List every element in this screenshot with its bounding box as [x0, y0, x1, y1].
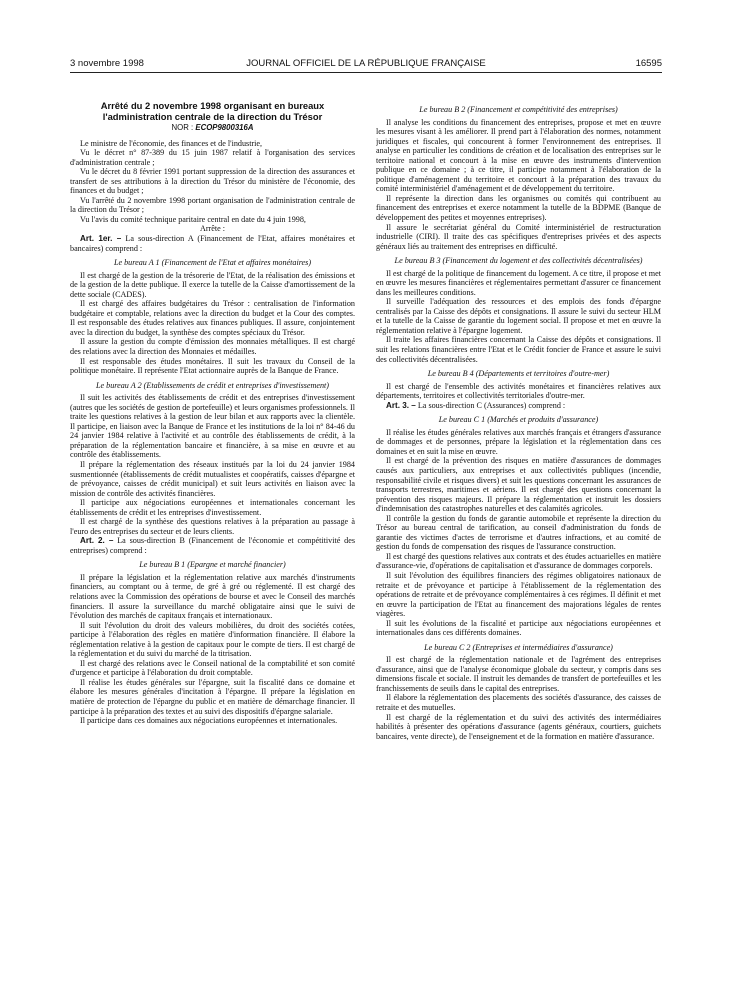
- body-paragraph: Il est chargé des relations avec le Conseil national de la comptabilité et son comité d'urgence et participe à l'élaboration du droit comptable.: [70, 658, 355, 678]
- nor-reference: [70, 123, 355, 133]
- decree-title-line-2: l'administration centrale de la direction du Trésor: [102, 111, 323, 122]
- body-paragraph: Il assure la gestion du compte d'émission des monnaies métalliques. Il est chargé des relations avec la direction des Monnaies et médailles.: [70, 337, 355, 356]
- nor-code: ECOP9800316A: [195, 123, 254, 132]
- left-column: [70, 100, 355, 970]
- bureau-heading: Le bureau A 1 (Financement de l'Etat et affaires monétaires): [113, 258, 312, 268]
- bureau-heading: Le bureau B 4 (Départements et territoires d'outre-mer): [427, 369, 610, 379]
- header-date: 3 novembre 1998: [70, 58, 144, 69]
- body-paragraph: Vu l'arrêté du 2 novembre 1998 portant organisation de l'administration centrale de la direction du Trésor ;: [70, 195, 355, 215]
- article-text: La sous-direction B (Financement de l'économie et compétitivité des entreprises) comprend :: [70, 536, 355, 555]
- bureau-heading: Le bureau C 2 (Entreprises et intermédiaires d'assurance): [424, 642, 613, 652]
- article-paragraph: [376, 401, 661, 411]
- header-journal-title: JOURNAL OFFICIEL DE LA RÉPUBLIQUE FRANÇAISE: [246, 58, 486, 69]
- article-label: Art. 2. –: [80, 536, 114, 546]
- body-paragraph: Il prépare la législation et la réglementation relative aux marchés d'instruments financiers, au comptant ou à terme, de gré à gré ou réglementé. Il est chargé des relations avec la Commission des opérations de bourse et avec le Conseil des marchés financiers. Il assure la surveillance du marché obligataire ainsi que le suivi de l'évolution des marchés de capitaux français et internationaux.: [70, 572, 355, 621]
- body-paragraph: Il est chargé de la politique de financement du logement. A ce titre, il propose et met en œuvre les mesures financières et réglementaires permettant d'assurer ce financement dans les meilleures conditions.: [376, 268, 661, 297]
- body-paragraph: Il est chargé de la synthèse des questions relatives à la préparation au passage à l'euro des entreprises du secteur et de leurs clients.: [70, 517, 355, 536]
- body-paragraph: Vu l'avis du comité technique paritaire central en date du 4 juin 1998,: [80, 214, 306, 224]
- bureau-heading: Le bureau C 1 (Marchés et produits d'assurance): [438, 415, 599, 425]
- decree-title-line-1: Arrêté du 2 novembre 1998 organisant en bureaux: [100, 100, 325, 111]
- body-paragraph: Il suit l'évolution des équilibres financiers des régimes obligatoires nationaux de retraite et de prévoyance et participe à l'établissement de la réglementation des opérations de retraite et de prévoyance complémentaires à ces régimes. Il définit et met en œuvre la participation de l'Etat au financement des majorations légales de rentes viagères.: [376, 570, 661, 619]
- body-paragraph: Il est chargé de l'ensemble des activités monétaires et financières relatives aux départements, territoires et collectivités territoriales d'outre-mer.: [376, 381, 661, 401]
- body-paragraph: Il surveille l'adéquation des ressources et des emplois des fonds d'épargne centralisés par la Caisse des dépôts et consignations. Il assure le suivi du secteur HLM et la tutelle de la Caisse de garantie du logement social. Il propose et met en œuvre la réglementation relative à l'épargne logement.: [376, 297, 661, 335]
- bureau-heading: Le bureau B 3 (Financement du logement et des collectivités décentralisées): [394, 256, 643, 266]
- body-paragraph: Il élabore la réglementation des placements des sociétés d'assurance, des caisses de retraite et des mutuelles.: [376, 693, 661, 713]
- body-paragraph: Il assure le secrétariat général du Comité interministériel de restructuration industrielle (CIRI). Il traite des cas spécifiques d'entreprises privées et des aspects généraux liés au traitement des entreprises en difficulté.: [376, 222, 661, 251]
- body-paragraph: Le ministre de l'économie, des finances et de l'industrie,: [80, 138, 263, 148]
- body-paragraph: Il participe aux négociations européennes et internationales concernant les établissements de crédit et les entreprises d'investissement.: [70, 498, 355, 517]
- article-text: La sous-direction C (Assurances) comprend :: [417, 400, 566, 410]
- right-column-body: [376, 105, 661, 741]
- body-paragraph: Il est chargé de la prévention des risques en matière d'assurances de dommages causés aux particuliers, aux entreprises et aux collectivités publiques (incendie, responsabilité civile et risques divers) et suit les questions concernant les assurances de transports terrestres, maritimes et aériens. Il est chargé des questions concernant la prévention des risques majeurs. Il prépare la réglementation et instruit les dossiers d'indemnisation des catastrophes naturelles et des calamités agricoles.: [376, 456, 661, 514]
- body-paragraph: Il participe dans ces domaines aux négociations européennes et internationales.: [80, 716, 338, 726]
- bureau-heading: Le bureau B 1 (Epargne et marché financier): [139, 560, 286, 570]
- body-paragraph: Il est chargé de la gestion de la trésorerie de l'Etat, de la réalisation des émissions et de la gestion de la dette publique. Il exerce la tutelle de la Caisse d'amortissement de la dette sociale (CADES).: [70, 270, 355, 299]
- body-paragraph: Il suit les évolutions de la fiscalité et participe aux négociations européennes et internationales dans ces différents domaines.: [376, 618, 661, 638]
- body-paragraph: Il est chargé des questions relatives aux contrats et des études actuarielles en matière d'assurance-vie, d'opérations de capitalisation et d'assurance de dommages corporels.: [376, 551, 661, 571]
- article-text: La sous-direction A (Financement de l'Etat, affaires monétaires et bancaires) comprend :: [70, 234, 355, 253]
- body-paragraph: Il représente la direction dans les organismes ou comités qui contribuent au financement des entreprises et exerce notamment la tutelle de la BDPME (Banque de développement des petites et moyennes entreprises).: [376, 193, 661, 222]
- left-column-body: [70, 139, 355, 726]
- body-paragraph: Il suit l'évolution du droit des valeurs mobilières, du droit des sociétés cotées, participe à l'élaboration des règles en matière d'information financière. Il élabore la réglementation relative à la gestion de capitaux pour le compte de tiers. Il est chargé de la réglementation et du suivi du marché de la titrisation.: [70, 620, 355, 659]
- body-paragraph: Il est chargé des affaires budgétaires du Trésor : centralisation de l'information budgétaire et comptable, relations avec la direction du budget et la Cour des comptes. Il est responsable des études relatives aux finances publiques. Il assure, conjointement avec la direction du budget, la synthèse des comptes spéciaux du Trésor.: [70, 299, 355, 337]
- body-paragraph: Il réalise les études générales relatives aux marchés français et étrangers d'assurance de dommages et de personnes, prépare la législation et la réglementation dans ces domaines et en suit la mise en œuvre.: [376, 427, 661, 456]
- running-header: [70, 58, 662, 73]
- body-paragraph: Il est chargé de la réglementation et du suivi des activités des intermédiaires habilités à présenter des opérations d'assurance (agents généraux, courtiers, guichets bancaires, vente directe), de l'enseignement et de la formation en matière d'assurance.: [376, 712, 661, 741]
- article-paragraph: [70, 234, 355, 253]
- body-paragraph: Vu le décret du 8 février 1991 portant suppression de la direction des assurances et transfert de ses attributions à la direction du Trésor du ministère de l'économie, des finances et du budget ;: [70, 167, 355, 196]
- header-page-number: 16595: [635, 58, 662, 69]
- nor-label: NOR :: [171, 123, 194, 132]
- body-paragraph: Il contrôle la gestion du fonds de garantie automobile et représente la direction du Trésor au bureau central de tarification, au conseil d'administration du fonds de garantie des victimes d'actes de terrorisme et d'autres infractions, et au comité de gestion du fonds de compensation des risques de l'assurance construction.: [376, 513, 661, 552]
- body-paragraph: Il est chargé de la réglementation nationale et de l'agrément des entreprises d'assurance, ainsi que de l'analyse économique globale du secteur, y compris dans ses dimensions fiscale et sociale. Il instruit les demandes de transfert de portefeuilles et les franchissements de seuils dans le capital des entreprises.: [376, 655, 661, 693]
- body-paragraph: Il suit les activités des établissements de crédit et des entreprises d'investissement (autres que les sociétés de gestion de portefeuille) et leurs organismes professionnels. Il traite les questions relatives à la gestion de leur bilan et aux rapports avec la clientèle. Il participe, en liaison avec la Banque de France et les institutions de la loi n° 84-46 du 24 janvier 1984 relative à l'activité et au contrôle des établissements de crédit, à la préparation de la réglementation bancaire et financière, à sa mise en œuvre et au contrôle des établissements.: [70, 393, 355, 460]
- body-paragraph: Vu le décret n° 87-389 du 15 juin 1987 relatif à l'organisation des services d'administration centrale ;: [70, 148, 355, 167]
- body-paragraph: Il réalise les études générales sur l'épargne, suit la fiscalité dans ce domaine et élabore les mesures générales d'incitation à l'épargne. Il prépare la législation en matière de protection de l'épargne du public et en matière de démarchage financier. Il participe à la préparation des textes et au suivi des dispositifs d'épargne salariale.: [70, 677, 355, 716]
- article-paragraph: [70, 536, 355, 555]
- body-paragraph: Il prépare la réglementation des réseaux institués par la loi du 24 janvier 1984 susmentionnée (établissements de crédit mutualistes et coopératifs, caisses d'épargne et de prévoyance, caisses de crédit municipal) et suit leurs activités en liaison avec la mission de contrôle des activités financières.: [70, 459, 355, 498]
- article-label: Art. 3. –: [386, 400, 416, 410]
- bureau-heading: Le bureau A 2 (Etablissements de crédit et entreprises d'investissement): [95, 380, 330, 390]
- body-paragraph: Il analyse les conditions du financement des entreprises, propose et met en œuvre les mesures visant à les améliorer. Il prend part à l'élaboration des normes, notamment juridiques et fiscales, qui concourent à former l'environnement des entreprises. Il analyse en particulier les conditions de création et de localisation des entreprises sur le territoire national et concourt à la mise en œuvre des instruments d'intervention publique en ce domaine ; à ce titre, il participe notamment à l'élaboration de la politique d'aménagement du territoire et concourt à la préparation des travaux du comité interministériel d'aménagement et de développement du territoire.: [376, 117, 661, 194]
- body-paragraph: Il est responsable des études monétaires. Il suit les travaux du Conseil de la politique monétaire. Il représente l'Etat actionnaire auprès de la Banque de France.: [70, 356, 355, 376]
- right-column: [376, 100, 661, 970]
- article-label: Art. 1er. –: [80, 234, 122, 244]
- body-paragraph: Il traite les affaires financières concernant la Caisse des dépôts et consignations. Il suit les relations financières entre l'Etat et le Crédit foncier de France et assure le suivi des collectivités décentralisées.: [376, 335, 661, 364]
- bureau-heading: Le bureau B 2 (Financement et compétitivité des entreprises): [419, 105, 618, 114]
- arrete-label: Arrête :: [199, 224, 226, 234]
